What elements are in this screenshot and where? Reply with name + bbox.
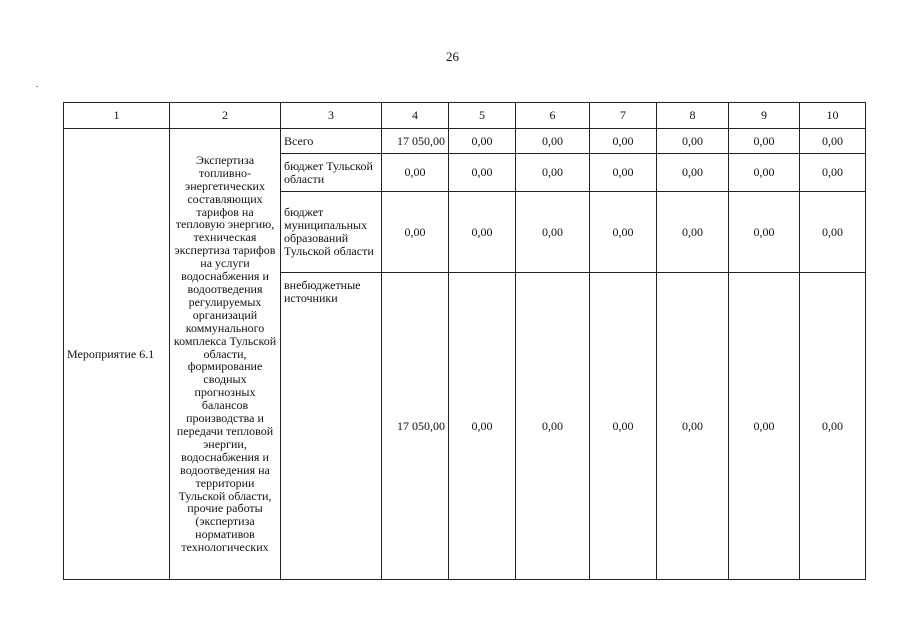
scan-mark	[36, 86, 38, 87]
value-cell: 0,00	[516, 273, 590, 580]
page-number: 26	[446, 49, 459, 64]
source-cell: бюджет муниципальных образований Тульской области	[281, 192, 382, 273]
value-cell: 0,00	[449, 192, 516, 273]
value-cell: 0,00	[516, 154, 590, 192]
value-cell: 0,00	[729, 129, 800, 154]
value-cell: 0,00	[800, 129, 866, 154]
value-cell: 17 050,00	[382, 273, 449, 580]
header-cell: 10	[800, 103, 866, 129]
value-cell: 0,00	[382, 154, 449, 192]
header-cell: 2	[170, 103, 281, 129]
header-cell: 6	[516, 103, 590, 129]
value-cell: 0,00	[516, 192, 590, 273]
value-cell: 0,00	[590, 192, 657, 273]
header-cell: 1	[64, 103, 170, 129]
header-cell: 7	[590, 103, 657, 129]
budget-table	[63, 102, 866, 580]
header-row	[64, 103, 866, 129]
source-cell: внебюджетные источники	[281, 273, 382, 580]
value-cell: 0,00	[657, 273, 729, 580]
header-cell: 5	[449, 103, 516, 129]
header-cell: 9	[729, 103, 800, 129]
value-cell: 0,00	[657, 154, 729, 192]
value-cell: 0,00	[590, 154, 657, 192]
header-cell: 4	[382, 103, 449, 129]
value-cell: 0,00	[590, 129, 657, 154]
source-cell: бюджет Тульской области	[281, 154, 382, 192]
value-cell: 0,00	[800, 273, 866, 580]
header-cell: 3	[281, 103, 382, 129]
value-cell: 0,00	[657, 192, 729, 273]
value-cell: 0,00	[729, 192, 800, 273]
value-cell: 0,00	[516, 129, 590, 154]
value-cell: 0,00	[800, 154, 866, 192]
value-cell: 0,00	[590, 273, 657, 580]
value-cell: 0,00	[800, 192, 866, 273]
value-cell: 17 050,00	[382, 129, 449, 154]
header-cell: 8	[657, 103, 729, 129]
value-cell: 0,00	[382, 192, 449, 273]
value-cell: 0,00	[449, 129, 516, 154]
description-cell: Экспертиза топливно-энергетических составляющих тарифов на тепловую энергию, техническая экспертиза тарифов на услуги водоснабжения и водоотведения регулируемых организаций коммунального комплекса Тульской области, формирование сводных прогнозных балансов производства и передачи тепловой энергии, водоснабжения и водоотведения на территории Тульской области, прочие работы (экспертиза нормативов технологических	[170, 129, 281, 580]
source-cell: Всего	[281, 129, 382, 154]
value-cell: 0,00	[729, 154, 800, 192]
value-cell: 0,00	[449, 273, 516, 580]
value-cell: 0,00	[657, 129, 729, 154]
table-row	[64, 129, 866, 154]
measure-cell: Мероприятие 6.1	[64, 129, 170, 580]
value-cell: 0,00	[449, 154, 516, 192]
value-cell: 0,00	[729, 273, 800, 580]
